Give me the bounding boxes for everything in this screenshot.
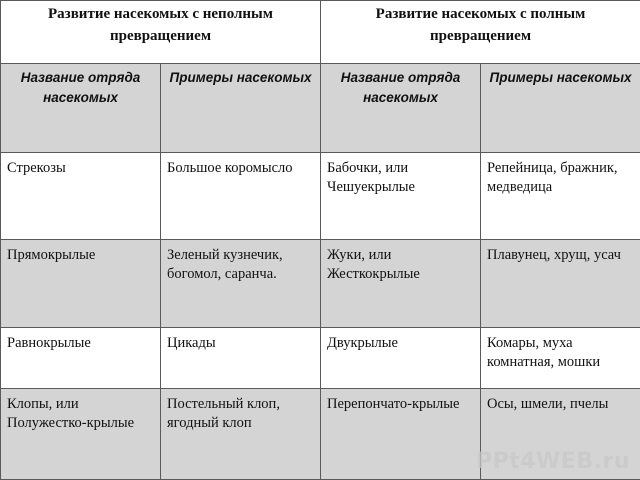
column-header-text: Название отряда насекомых [340, 70, 461, 106]
table-cell [481, 327, 640, 388]
table-cell [161, 327, 321, 388]
cell-text: Прямокрылые [7, 247, 96, 264]
table-row [1, 327, 640, 388]
cell-text: Репейница, бражник, медведица [487, 160, 618, 196]
column-header-order-incomplete [1, 64, 161, 153]
cell-text: Осы, шмели, пчелы [487, 395, 609, 412]
group-header-incomplete [1, 1, 321, 64]
table-cell [161, 153, 321, 240]
table-cell [161, 388, 321, 479]
column-header-text: Примеры насекомых [169, 70, 312, 86]
cell-text: Жуки, или Жесткокрылые [327, 247, 420, 283]
cell-text: Плавунец, хрущ, усач [487, 247, 621, 264]
table-row [1, 153, 640, 240]
table-cell [321, 240, 481, 327]
cell-text: Равнокрылые [7, 334, 91, 351]
cell-text: Бабочки, или Чешуекрылые [327, 160, 415, 196]
site-watermark: PPt4WEB.ru [475, 449, 630, 474]
table-cell [481, 240, 640, 327]
cell-text: Цикады [167, 334, 216, 351]
column-header-examples-complete [481, 64, 640, 153]
table-cell [321, 327, 481, 388]
column-header-text: Примеры насекомых [489, 70, 632, 86]
table-cell [1, 388, 161, 479]
table-cell [161, 240, 321, 327]
table-cell [481, 153, 640, 240]
table-cell [1, 327, 161, 388]
table-cell [1, 240, 161, 327]
group-header-complete-text: Развитие насекомых с полным превращением [375, 6, 586, 44]
column-header-order-complete [321, 64, 481, 153]
group-header-incomplete-text: Развитие насекомых с неполным превращением [48, 6, 273, 44]
column-header-examples-incomplete [161, 64, 321, 153]
cell-text: Стрекозы [7, 160, 66, 177]
group-header-row [1, 1, 640, 64]
table-cell [481, 388, 640, 479]
table-cell [1, 153, 161, 240]
cell-text: Большое коромысло [167, 160, 293, 177]
table-cell [321, 388, 481, 479]
cell-text: Зеленый кузнечик, богомол, саранча. [167, 247, 283, 283]
column-header-row [1, 64, 640, 153]
column-header-text: Название отряда насекомых [20, 70, 141, 106]
group-header-complete [321, 1, 640, 64]
cell-text: Перепончато-крылые [327, 395, 460, 412]
cell-text: Комары, муха комнатная, мошки [487, 334, 601, 370]
table-row [1, 388, 640, 479]
cell-text: Постельный клоп, ягодный клоп [167, 395, 280, 431]
cell-text: Клопы, или Полужестко-крылые [7, 395, 135, 431]
table-row [1, 240, 640, 327]
table-cell [321, 153, 481, 240]
cell-text: Двукрылые [327, 334, 398, 351]
